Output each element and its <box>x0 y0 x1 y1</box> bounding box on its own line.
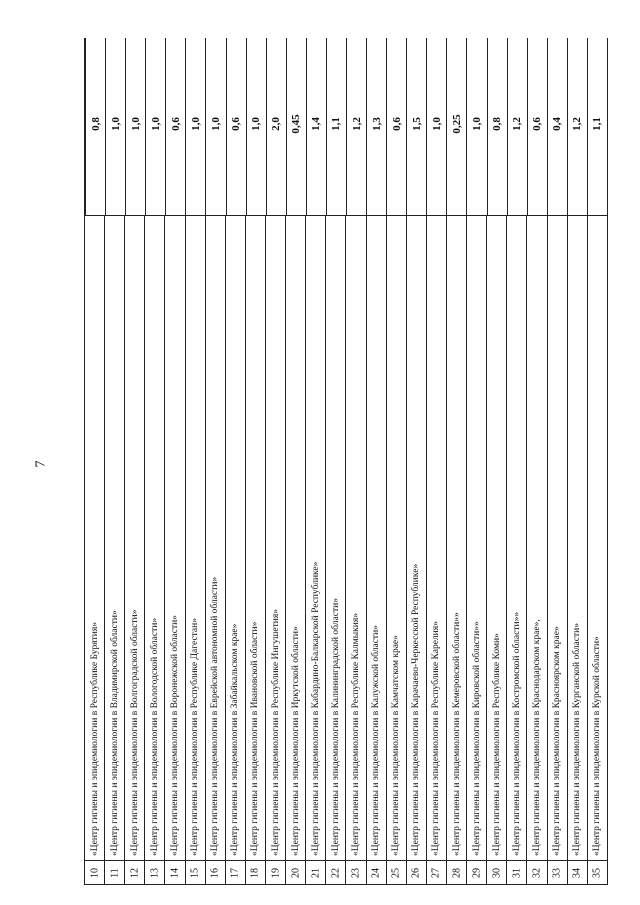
name-cell <box>124 216 144 860</box>
row-number-cell <box>164 861 184 884</box>
value-cell <box>426 38 446 216</box>
name-cell <box>526 216 546 860</box>
name-column <box>85 216 607 860</box>
name-cell <box>325 216 345 860</box>
row-number-text: 34 <box>571 867 583 878</box>
row-number-cell <box>205 861 225 884</box>
row-number-cell <box>547 861 567 884</box>
row-number-cell <box>526 861 546 884</box>
name-cell <box>547 216 567 860</box>
row-number-cell <box>446 861 466 884</box>
row-number-text: 17 <box>229 867 241 878</box>
row-number-text: 13 <box>149 867 161 878</box>
value-text: 0,6 <box>230 117 243 131</box>
value-text: 1,5 <box>410 117 423 131</box>
value-text: 1,2 <box>511 117 524 131</box>
value-cell <box>266 38 286 216</box>
value-text: 1,0 <box>109 117 122 131</box>
value-text: 1,0 <box>250 117 263 131</box>
row-number-cell <box>85 861 104 884</box>
value-text: 0,8 <box>491 117 504 131</box>
name-text: «Центр гигиены и эпидемиологии в Костромской области»» <box>511 611 522 856</box>
row-number-text: 26 <box>410 867 422 878</box>
organizations-table <box>84 38 608 885</box>
value-text: 1,4 <box>310 117 323 131</box>
value-text: 1,0 <box>210 117 222 131</box>
name-text: «Центр гигиены и эпидемиологии в Кировской области»» <box>471 621 482 856</box>
row-number-text: 31 <box>511 867 523 878</box>
name-cell <box>205 216 225 860</box>
value-cell <box>185 38 205 216</box>
name-text: «Центр гигиены и эпидемиологии в Республике Калмыкия» <box>350 613 361 856</box>
row-number-text: 27 <box>430 867 442 878</box>
value-cell <box>145 38 165 216</box>
name-cell <box>245 216 265 860</box>
value-cell <box>507 38 527 216</box>
row-number-cell <box>366 861 386 884</box>
name-text: «Центр гигиены и эпидемиологии в Вологодской области» <box>149 617 160 856</box>
name-text: «Центр гигиены и эпидемиологии в Карачаево-Черкесской Республике» <box>411 563 422 856</box>
value-text: 1,3 <box>370 117 383 131</box>
value-cell <box>286 38 306 216</box>
row-number-text: 19 <box>270 867 282 878</box>
row-number-cell <box>345 861 365 884</box>
value-cell <box>226 38 246 216</box>
number-column <box>85 860 607 884</box>
value-cell <box>567 38 587 216</box>
value-cell <box>85 38 105 216</box>
value-text: 0,6 <box>169 117 182 131</box>
name-text: «Центр гигиены и эпидемиологии в Республике Карелия» <box>431 621 442 856</box>
name-text: «Центр гигиены и эпидемиологии в Калининградской области» <box>330 598 341 856</box>
row-number-text: 20 <box>290 867 302 878</box>
value-cell <box>466 38 486 216</box>
value-text: 1,1 <box>591 117 604 131</box>
value-text: 1,2 <box>350 117 363 131</box>
name-cell <box>305 216 325 860</box>
row-number-cell <box>104 861 124 884</box>
name-cell <box>567 216 587 860</box>
row-number-text: 25 <box>390 867 402 878</box>
name-cell <box>366 216 386 860</box>
value-cell <box>587 38 607 216</box>
row-number-text: 24 <box>370 867 382 878</box>
value-text: 1,0 <box>149 117 162 131</box>
name-cell <box>446 216 466 860</box>
row-number-text: 18 <box>249 867 261 878</box>
value-cell <box>125 38 145 216</box>
value-cell <box>306 38 326 216</box>
row-number-cell <box>124 861 144 884</box>
row-number-text: 29 <box>471 867 483 878</box>
row-number-cell <box>285 861 305 884</box>
name-text: «Центр гигиены и эпидемиологии в Курской области» <box>592 636 603 856</box>
name-cell <box>466 216 486 860</box>
value-cell <box>446 38 466 216</box>
row-number-cell <box>225 861 245 884</box>
value-cell <box>547 38 567 216</box>
row-number-cell <box>325 861 345 884</box>
value-text: 0,4 <box>551 117 564 131</box>
value-text: 1,0 <box>189 117 202 131</box>
name-cell <box>185 216 205 860</box>
value-text: 0,45 <box>290 114 303 134</box>
name-text: «Центр гигиены и эпидемиологии в Камчатском крае» <box>391 635 402 856</box>
value-text: 0,25 <box>450 114 463 134</box>
name-text: «Центр гигиены и эпидемиологии в Забайкальском крае» <box>230 623 241 856</box>
name-text: «Центр гигиены и эпидемиологии в Воронежской области» <box>169 615 180 856</box>
row-number-text: 30 <box>491 867 503 878</box>
row-number-cell <box>587 861 607 884</box>
row-number-text: 22 <box>330 867 342 878</box>
value-text: 0,8 <box>89 117 102 131</box>
name-text: «Центр гигиены и эпидемиологии в Кемеровской области»» <box>451 612 462 856</box>
name-text: «Центр гигиены и эпидемиологии в Республике Ингушетия» <box>270 609 281 856</box>
row-number-cell <box>406 861 426 884</box>
value-text: 1,2 <box>571 117 584 131</box>
value-cell <box>386 38 406 216</box>
row-number-text: 15 <box>189 867 201 878</box>
value-text: 1,0 <box>430 117 443 131</box>
name-text: «Центр гигиены и эпидемиологии в Республике Бурятия» <box>89 622 100 856</box>
name-text: «Центр гигиены и эпидемиологии в Кабардино-Балкарской Республике» <box>310 561 321 856</box>
value-cell <box>406 38 426 216</box>
name-cell <box>164 216 184 860</box>
row-number-text: 35 <box>591 867 603 878</box>
row-number-cell <box>265 861 285 884</box>
value-cell <box>366 38 386 216</box>
row-number-cell <box>386 861 406 884</box>
page-number: 7 <box>33 460 49 468</box>
name-text: «Центр гигиены и эпидемиологии в Курганской области» <box>572 623 583 856</box>
row-number-text: 32 <box>531 867 543 878</box>
row-number-cell <box>245 861 265 884</box>
name-cell <box>386 216 406 860</box>
row-number-cell <box>305 861 325 884</box>
row-number-text: 28 <box>451 867 463 878</box>
value-text: 1,0 <box>471 117 484 131</box>
value-text: 1,0 <box>129 117 142 131</box>
value-text: 1,1 <box>330 117 343 131</box>
row-number-text: 33 <box>551 867 563 878</box>
name-text: «Центр гигиены и эпидемиологии в Ивановской области» <box>250 621 261 856</box>
name-text: «Центр гигиены и эпидемиологии в Иркутской области» <box>290 626 301 856</box>
name-cell <box>426 216 446 860</box>
name-text: «Центр гигиены и эпидемиологии в Еврейской автономной области» <box>210 576 221 856</box>
row-number-cell <box>185 861 205 884</box>
value-text: 2,0 <box>270 117 283 131</box>
value-cell <box>487 38 507 216</box>
name-cell <box>144 216 164 860</box>
name-cell <box>406 216 426 860</box>
row-number-text: 11 <box>109 867 121 878</box>
row-number-cell <box>486 861 506 884</box>
value-cell <box>105 38 125 216</box>
value-cell <box>246 38 266 216</box>
value-text: 0,6 <box>531 117 544 131</box>
value-column <box>85 38 607 216</box>
row-number-text: 16 <box>209 867 221 878</box>
name-text: «Центр гигиены и эпидемиологии в Волгоградской области» <box>129 609 140 856</box>
name-text: «Центр гигиены и эпидемиологии в Краснодарском крае», <box>531 619 542 856</box>
row-number-text: 10 <box>89 867 101 878</box>
value-cell <box>326 38 346 216</box>
value-cell <box>165 38 185 216</box>
row-number-text: 21 <box>310 867 322 878</box>
name-cell <box>285 216 305 860</box>
name-cell <box>506 216 526 860</box>
name-cell <box>345 216 365 860</box>
name-cell <box>104 216 124 860</box>
name-text: «Центр гигиены и эпидемиологии в Республике Дагестан» <box>190 618 201 856</box>
row-number-cell <box>466 861 486 884</box>
name-cell <box>85 216 104 860</box>
row-number-cell <box>567 861 587 884</box>
row-number-cell <box>144 861 164 884</box>
name-text: «Центр гигиены и эпидемиологии в Республике Коми» <box>491 633 502 856</box>
row-number-text: 12 <box>129 867 141 878</box>
name-cell <box>225 216 245 860</box>
name-text: «Центр гигиены и эпидемиологии в Владимирской области» <box>109 610 120 856</box>
name-text: «Центр гигиены и эпидемиологии в Красноярском крае» <box>552 626 563 856</box>
name-cell <box>587 216 607 860</box>
value-cell <box>527 38 547 216</box>
name-cell <box>486 216 506 860</box>
row-number-cell <box>426 861 446 884</box>
value-cell <box>205 38 225 216</box>
row-number-cell <box>506 861 526 884</box>
row-number-text: 14 <box>169 867 181 878</box>
name-text: «Центр гигиены и эпидемиологии в Калужской области» <box>371 625 382 856</box>
name-cell <box>265 216 285 860</box>
value-cell <box>346 38 366 216</box>
row-number-text: 23 <box>350 867 362 878</box>
value-text: 0,6 <box>390 117 403 131</box>
